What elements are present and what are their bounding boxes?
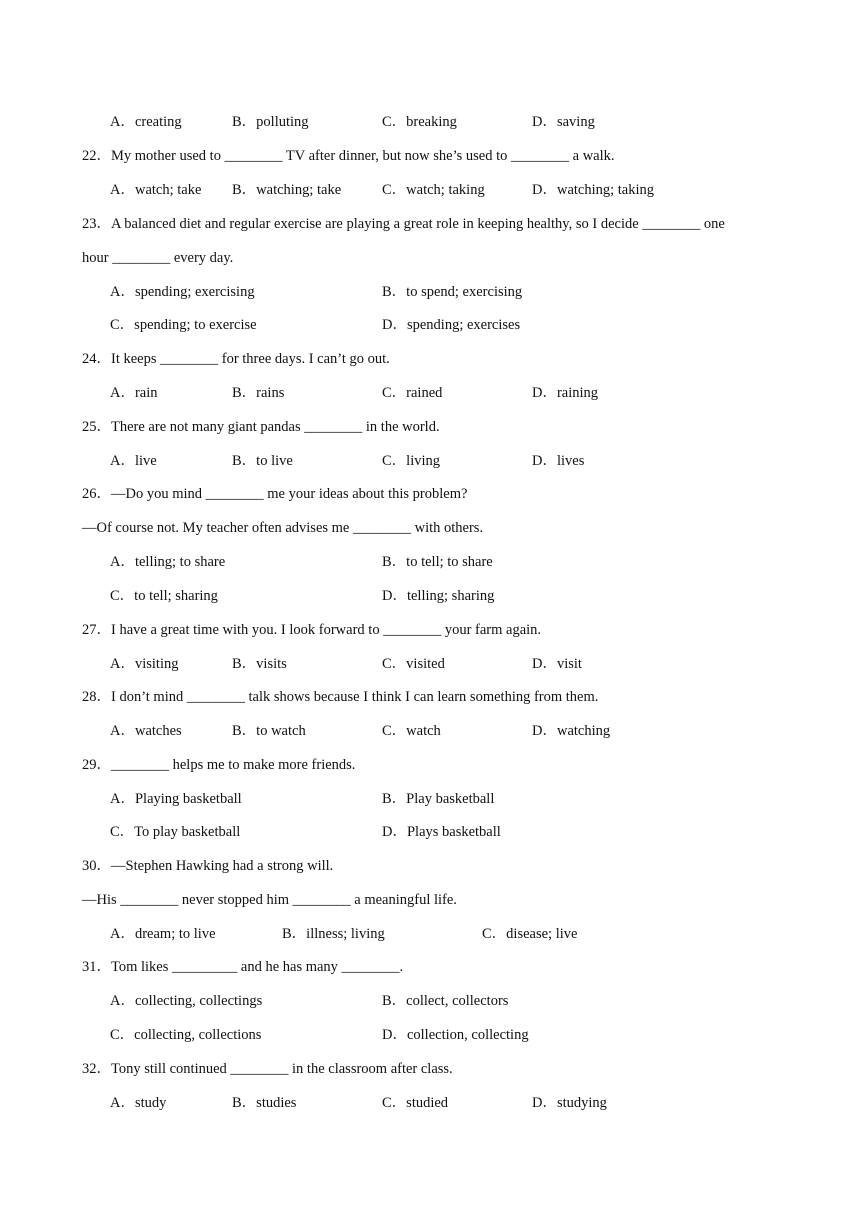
q23-option-b: B．to spend; exercising (382, 284, 523, 300)
q32-option-c: C．studied (382, 1095, 449, 1111)
q25-option-b: B．to live (232, 453, 293, 469)
q22-stem: 22．My mother used to ________ TV after dinner, but now she’s used to ________ a walk. (82, 148, 615, 164)
q21-option-a: A．creating (110, 114, 182, 130)
q21-option-d: D．saving (532, 114, 595, 130)
q28-option-d: D．watching (532, 723, 611, 739)
q29-option-a: A．Playing basketball (110, 791, 242, 807)
q25-option-a: A．live (110, 453, 157, 469)
q31-option-d: D．collection, collecting (382, 1027, 529, 1043)
q28-stem: 28．I don’t mind ________ talk shows because I think I can learn something from them. (82, 689, 599, 705)
q29-option-b: B．Play basketball (382, 791, 495, 807)
q23-stem-line-1: 23．A balanced diet and regular exercise are playing a great role in keeping healthy, so I decide ________ one (82, 216, 725, 232)
q23-option-a: A．spending; exercising (110, 284, 255, 300)
q30-stem-line-2: —His ________ never stopped him ________ a meaningful life. (82, 892, 457, 908)
q32-option-b: B．studies (232, 1095, 297, 1111)
q26-stem-line-2: —Of course not. My teacher often advises me ________ with others. (82, 520, 484, 536)
q27-stem: 27．I have a great time with you. I look forward to ________ your farm again. (82, 622, 542, 638)
q32-stem: 32．Tony still continued ________ in the classroom after class. (82, 1061, 453, 1077)
q22-option-a: A．watch; take (110, 182, 202, 198)
q26-option-a: A．telling; to share (110, 554, 226, 570)
q32-option-a: A．study (110, 1095, 167, 1111)
q27-option-d: D．visit (532, 656, 582, 672)
q25-option-d: D．lives (532, 453, 585, 469)
q22-option-d: D．watching; taking (532, 182, 655, 198)
q27-option-b: B．visits (232, 656, 287, 672)
q30-option-a: A．dream; to live (110, 926, 216, 942)
q23-option-c: C．spending; to exercise (110, 317, 257, 333)
q24-option-c: C．rained (382, 385, 443, 401)
q21-option-c: C．breaking (382, 114, 457, 130)
q24-option-a: A．rain (110, 385, 158, 401)
q28-option-b: B．to watch (232, 723, 306, 739)
q26-option-c: C．to tell; sharing (110, 588, 218, 604)
q31-option-a: A．collecting, collectings (110, 993, 263, 1009)
q27-option-a: A．visiting (110, 656, 179, 672)
q23-option-d: D．spending; exercises (382, 317, 521, 333)
q29-stem: 29．________ helps me to make more friends. (82, 757, 356, 773)
q28-option-c: C．watch (382, 723, 441, 739)
q31-option-c: C．collecting, collections (110, 1027, 262, 1043)
q24-option-b: B．rains (232, 385, 285, 401)
q32-option-d: D．studying (532, 1095, 607, 1111)
q24-option-d: D．raining (532, 385, 599, 401)
q22-option-c: C．watch; taking (382, 182, 485, 198)
q26-option-b: B．to tell; to share (382, 554, 493, 570)
q29-option-d: D．Plays basketball (382, 824, 501, 840)
q25-option-c: C．living (382, 453, 441, 469)
q29-option-c: C．To play basketball (110, 824, 241, 840)
q21-option-b: B．polluting (232, 114, 309, 130)
q25-stem: 25．There are not many giant pandas ________ in the world. (82, 419, 440, 435)
q27-option-c: C．visited (382, 656, 445, 672)
q30-stem-line-1: 30．—Stephen Hawking had a strong will. (82, 858, 334, 874)
q31-stem: 31．Tom likes _________ and he has many ________. (82, 959, 404, 975)
q24-stem: 24．It keeps ________ for three days. I can’t go out. (82, 351, 390, 367)
q22-option-b: B．watching; take (232, 182, 342, 198)
q30-option-c: C．disease; live (482, 926, 578, 942)
q23-stem-line-2: hour ________ every day. (82, 250, 234, 266)
q30-option-b: B．illness; living (282, 926, 385, 942)
q26-stem-line-1: 26．—Do you mind ________ me your ideas about this problem? (82, 486, 468, 502)
q31-option-b: B．collect, collectors (382, 993, 509, 1009)
q26-option-d: D．telling; sharing (382, 588, 495, 604)
q28-option-a: A．watches (110, 723, 182, 739)
